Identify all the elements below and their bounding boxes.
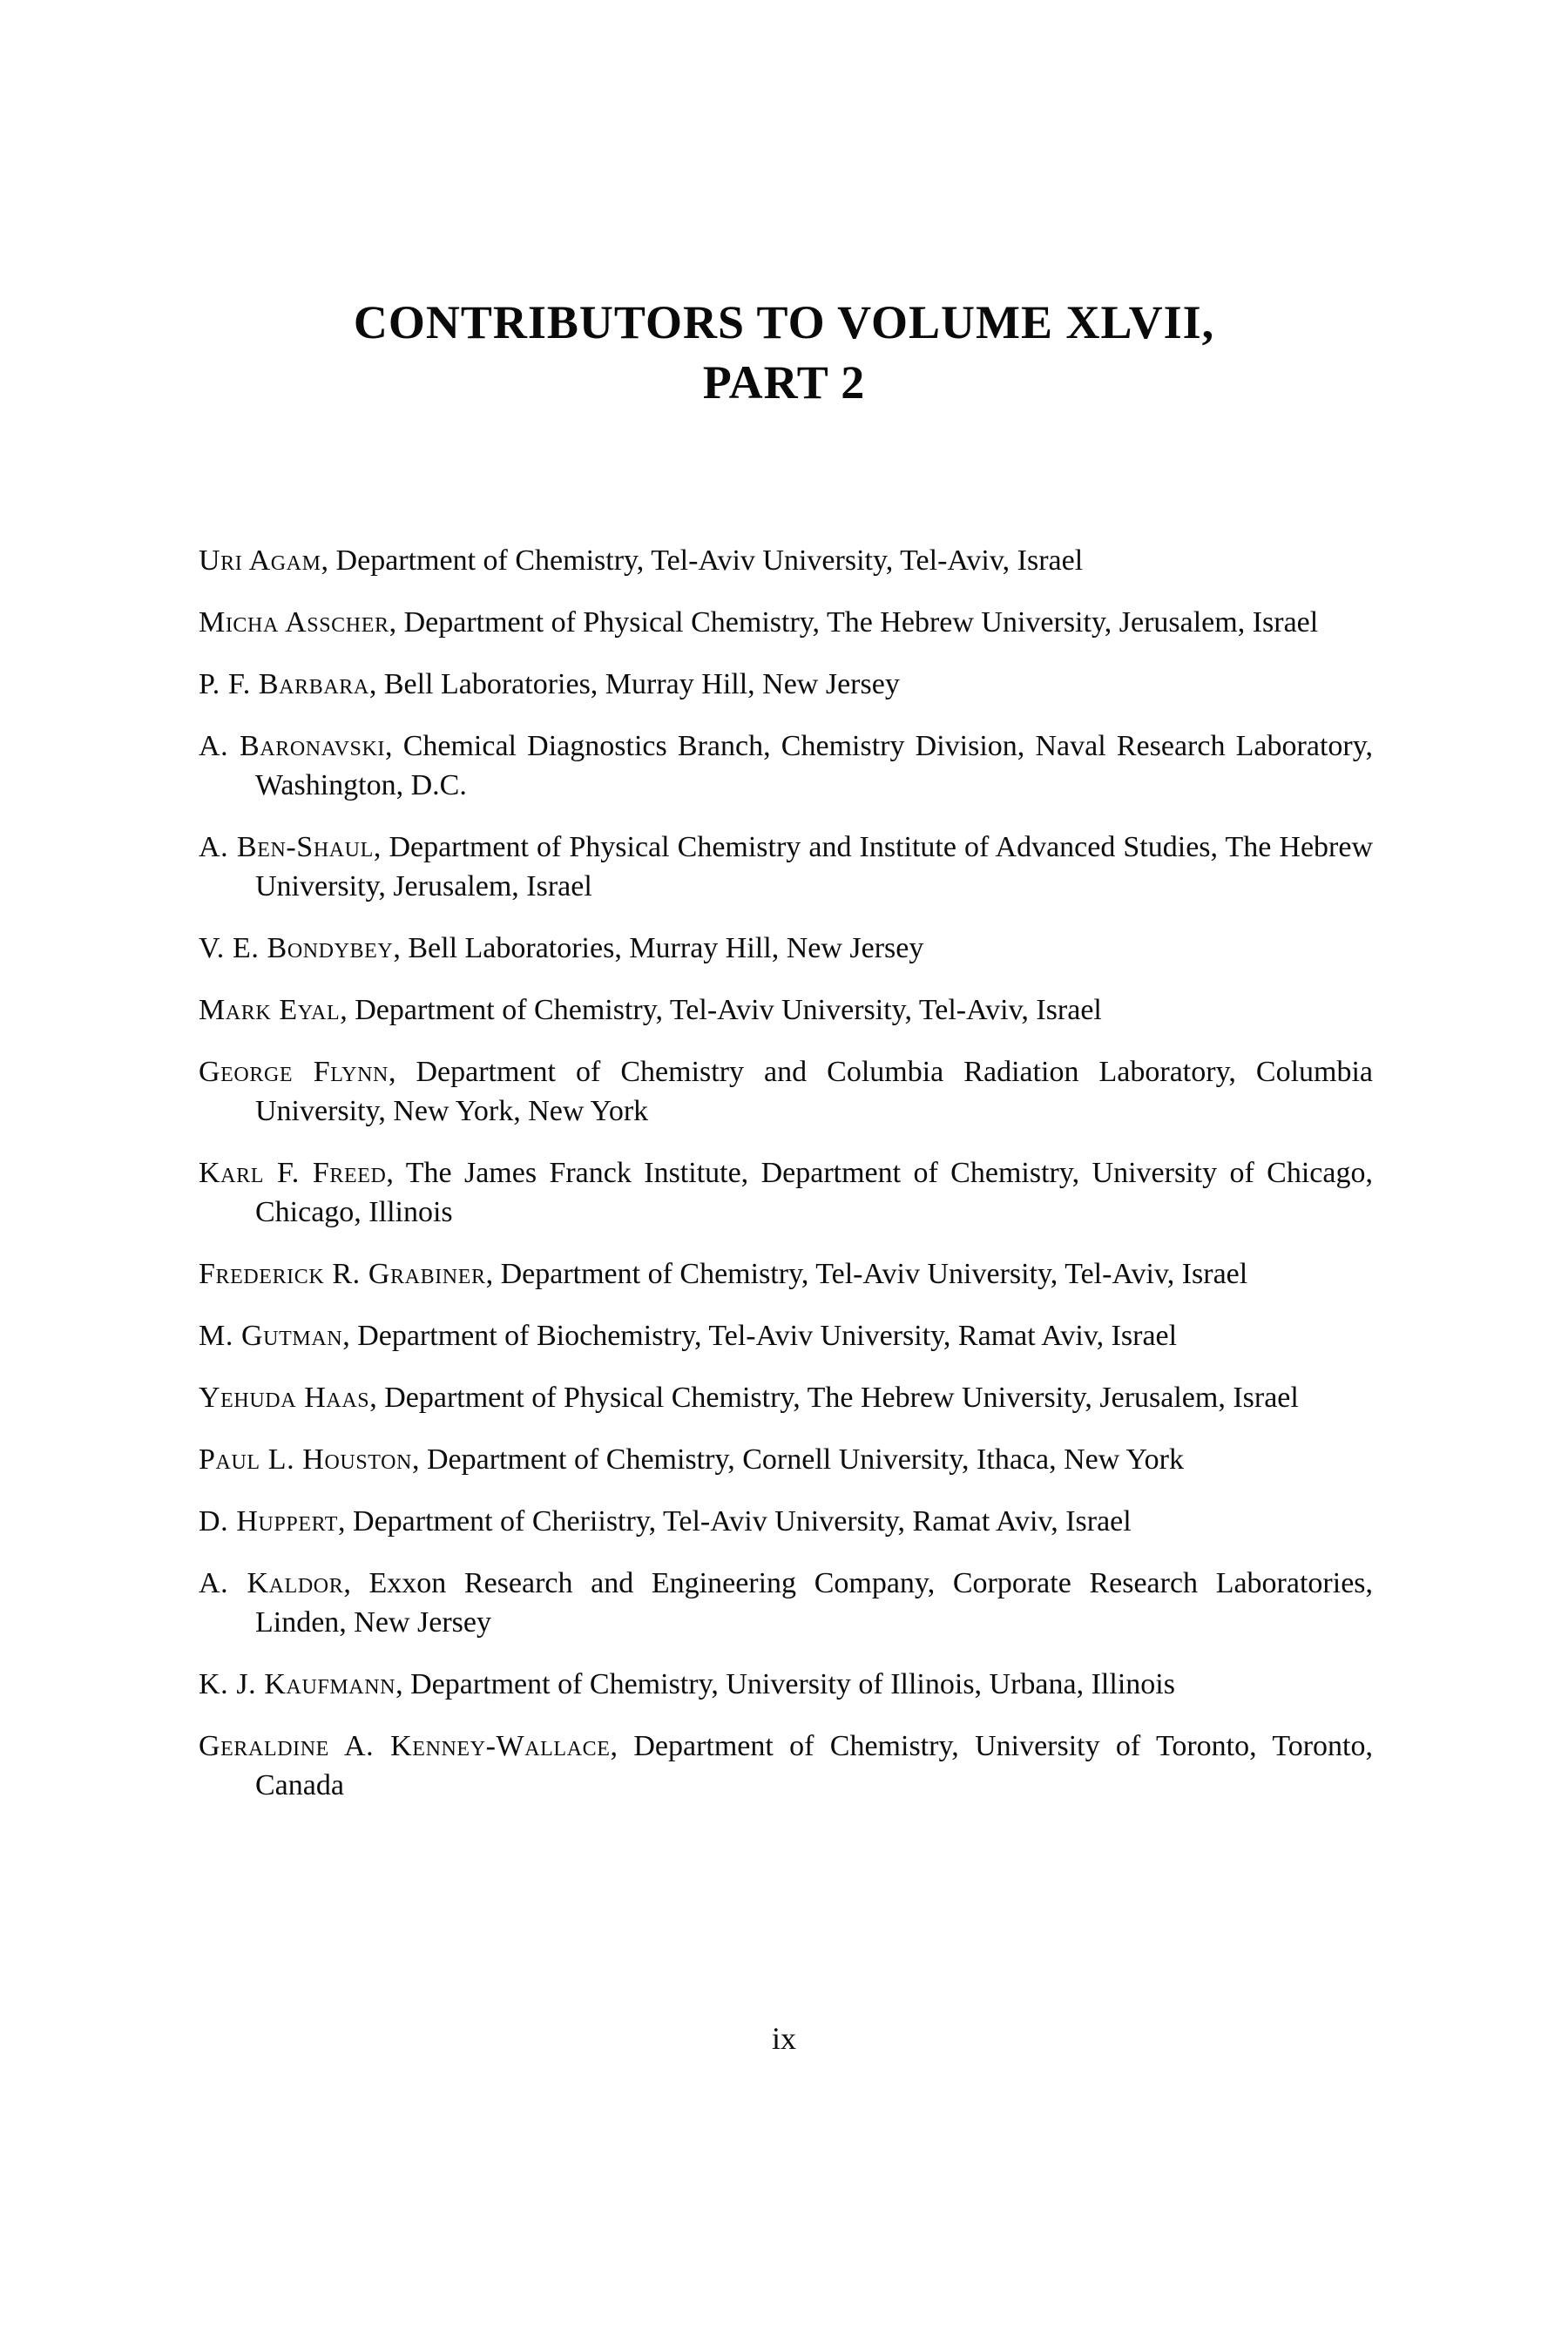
- contributor-affiliation: The James Franck Institute, Department of Chemistry, University of Chicago, Chicago, Illinois: [255, 1157, 1373, 1228]
- contributor-entry: [199, 1052, 1373, 1131]
- contributor-name: M. Gutman: [199, 1320, 343, 1352]
- contributors-list: [199, 541, 1373, 1828]
- contributor-affiliation: Department of Chemistry, University of Illinois, Urbana, Illinois: [410, 1668, 1175, 1700]
- name-affiliation-separator: ,: [395, 1668, 411, 1700]
- page-number: ix: [771, 2021, 796, 2056]
- contributor-entry: [199, 828, 1373, 906]
- contributor-entry: [199, 929, 1373, 968]
- contributor-entry: [199, 603, 1373, 642]
- contributor-affiliation: Exxon Research and Engineering Company, Corporate Research Laboratories, Linden, New Jersey: [255, 1567, 1374, 1639]
- contributor-affiliation: Department of Chemistry, Tel-Aviv University, Tel-Aviv, Israel: [500, 1258, 1248, 1290]
- name-affiliation-separator: ,: [411, 1443, 427, 1476]
- contributor-affiliation: Department of Physical Chemistry, The Hebrew University, Jerusalem, Israel: [403, 606, 1319, 639]
- page-title: [0, 293, 1568, 413]
- contributor-affiliation: Chemical Diagnostics Branch, Chemistry Division, Naval Research Laboratory, Washington, D.C.: [255, 730, 1373, 801]
- contributor-name: Micha Asscher: [199, 606, 389, 639]
- contributor-name: Frederick R. Grabiner: [199, 1258, 486, 1290]
- contributor-name: K. J. Kaufmann: [199, 1668, 396, 1700]
- contributor-name: P. F. Barbara: [199, 668, 369, 700]
- contributor-entry: [199, 1440, 1373, 1479]
- name-affiliation-separator: ,: [368, 668, 384, 700]
- contributor-affiliation: Department of Physical Chemistry, The Hebrew University, Jerusalem, Israel: [384, 1382, 1299, 1414]
- contributor-affiliation: Bell Laboratories, Murray Hill, New Jersey: [383, 668, 900, 700]
- page-title-line-2: PART 2: [702, 356, 866, 409]
- contributor-entry: [199, 1153, 1373, 1232]
- contributor-entry: [199, 665, 1373, 704]
- name-affiliation-separator: ,: [610, 1730, 634, 1762]
- contributor-entry: [199, 1316, 1373, 1355]
- contributor-name: Yehuda Haas: [199, 1382, 370, 1414]
- contributor-entry: [199, 1502, 1373, 1541]
- contributor-entry: [199, 990, 1373, 1030]
- contributor-affiliation: Department of Cheriistry, Tel-Aviv University, Ramat Aviv, Israel: [353, 1505, 1132, 1538]
- contributor-affiliation: Department of Biochemistry, Tel-Aviv University, Ramat Aviv, Israel: [357, 1320, 1178, 1352]
- name-affiliation-separator: ,: [485, 1258, 501, 1290]
- contributor-name: D. Huppert: [199, 1505, 339, 1538]
- contributor-name: A. Ben-Shaul: [199, 831, 374, 863]
- contributor-name: Uri Agam: [199, 544, 321, 577]
- contributor-name: V. E. Bondybey: [199, 932, 394, 964]
- contributor-name: Geraldine A. Kenney-Wallace: [199, 1730, 611, 1762]
- contributor-affiliation: Department of Chemistry, Tel-Aviv University, Tel-Aviv, Israel: [335, 544, 1084, 577]
- contributor-affiliation: Department of Chemistry and Columbia Radiation Laboratory, Columbia University, New York, New York: [255, 1056, 1373, 1127]
- contributor-name: Karl F. Freed: [199, 1157, 387, 1189]
- contributor-affiliation: Department of Chemistry, Cornell University, Ithaca, New York: [426, 1443, 1184, 1476]
- name-affiliation-separator: ,: [343, 1567, 369, 1599]
- contributor-affiliation: Department of Chemistry, Tel-Aviv University, Tel-Aviv, Israel: [355, 994, 1102, 1026]
- contributor-entry: [199, 1665, 1373, 1704]
- name-affiliation-separator: ,: [386, 1157, 406, 1189]
- contributor-name: A. Baronavski: [199, 730, 385, 762]
- contributor-name: A. Kaldor: [199, 1567, 344, 1599]
- contributor-affiliation: Bell Laboratories, Murray Hill, New Jersey: [408, 932, 924, 964]
- contributor-entry: [199, 727, 1373, 805]
- contributor-entry: [199, 1254, 1373, 1294]
- name-affiliation-separator: ,: [340, 994, 355, 1026]
- contributor-affiliation: Department of Chemistry, University of Toronto, Toronto, Canada: [255, 1730, 1373, 1801]
- name-affiliation-separator: ,: [373, 831, 389, 863]
- contributor-name: George Flynn: [199, 1056, 389, 1088]
- contributor-entry: [199, 1727, 1373, 1805]
- name-affiliation-separator: ,: [369, 1382, 385, 1414]
- page-title-line-1: CONTRIBUTORS TO VOLUME XLVII,: [353, 296, 1215, 348]
- contributor-entry: [199, 1378, 1373, 1417]
- name-affiliation-separator: ,: [393, 932, 409, 964]
- contributor-entry: [199, 541, 1373, 580]
- contributor-name: Paul L. Houston: [199, 1443, 412, 1476]
- name-affiliation-separator: ,: [389, 606, 404, 639]
- contributor-affiliation: Department of Physical Chemistry and Institute of Advanced Studies, The Hebrew University, Jerusalem, Israel: [255, 831, 1373, 902]
- name-affiliation-separator: ,: [388, 1056, 416, 1088]
- name-affiliation-separator: ,: [321, 544, 336, 577]
- name-affiliation-separator: ,: [384, 730, 403, 762]
- name-affiliation-separator: ,: [342, 1320, 358, 1352]
- contributor-name: Mark Eyal: [199, 994, 341, 1026]
- name-affiliation-separator: ,: [338, 1505, 354, 1538]
- contributor-entry: [199, 1564, 1373, 1642]
